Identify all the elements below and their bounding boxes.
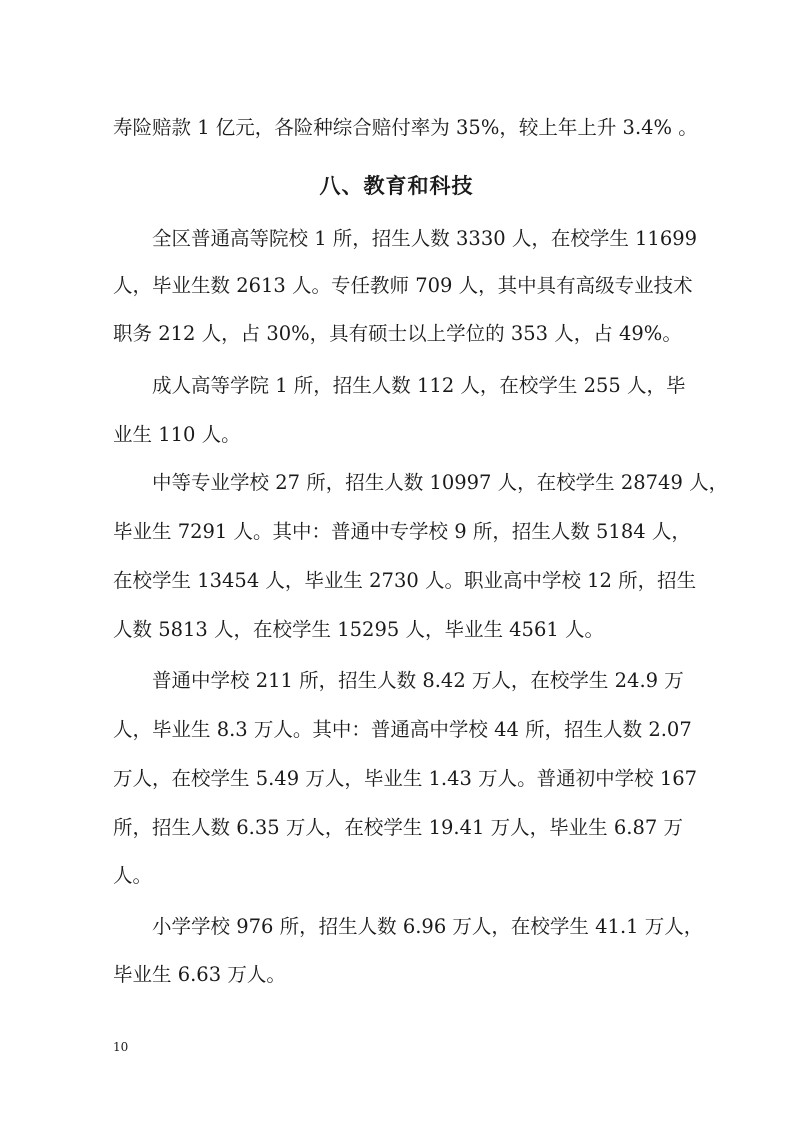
text-line: 全区普通高等院校 1 所，招生人数 3330 人，在校学生 11699 bbox=[152, 227, 698, 250]
text-line: 人，毕业生 8.3 万人。其中：普通高中学校 44 所，招生人数 2.07 bbox=[113, 718, 692, 741]
text-line: 人，毕业生数 2613 人。专任教师 709 人，其中具有高级专业技术 bbox=[113, 274, 693, 297]
page-number: 10 bbox=[113, 1040, 129, 1054]
text-line: 职务 212 人，占 30%，具有硕士以上学位的 353 人，占 49%。 bbox=[113, 322, 682, 345]
text-line: 毕业生 7291 人。其中：普通中专学校 9 所，招生人数 5184 人， bbox=[113, 520, 691, 543]
text-line: 普通中学校 211 所，招生人数 8.42 万人，在校学生 24.9 万 bbox=[152, 669, 684, 692]
text-line: 中等专业学校 27 所，招生人数 10997 人，在校学生 28749 人， bbox=[152, 471, 729, 494]
text-line: 人。 bbox=[113, 864, 153, 887]
text-line: 所，招生人数 6.35 万人，在校学生 19.41 万人，毕业生 6.87 万 bbox=[113, 816, 683, 839]
text-line: 小学学校 976 所，招生人数 6.96 万人，在校学生 41.1 万人， bbox=[152, 915, 704, 938]
text-line: 成人高等学院 1 所，招生人数 112 人，在校学生 255 人，毕 bbox=[152, 374, 686, 397]
text-line: 人数 5813 人，在校学生 15295 人，毕业生 4561 人。 bbox=[113, 618, 604, 641]
text-line: 业生 110 人。 bbox=[113, 423, 241, 446]
text-line: 寿险赔款 1 亿元，各险种综合赔付率为 35%，较上年上升 3.4% 。 bbox=[113, 116, 698, 139]
text-line: 毕业生 6.63 万人。 bbox=[113, 963, 286, 986]
text-line: 万人，在校学生 5.49 万人，毕业生 1.43 万人。普通初中学校 167 bbox=[113, 767, 698, 790]
text-line: 在校学生 13454 人，毕业生 2730 人。职业高中学校 12 所，招生 bbox=[113, 569, 697, 592]
section-heading: 八、教育和科技 bbox=[319, 174, 474, 198]
